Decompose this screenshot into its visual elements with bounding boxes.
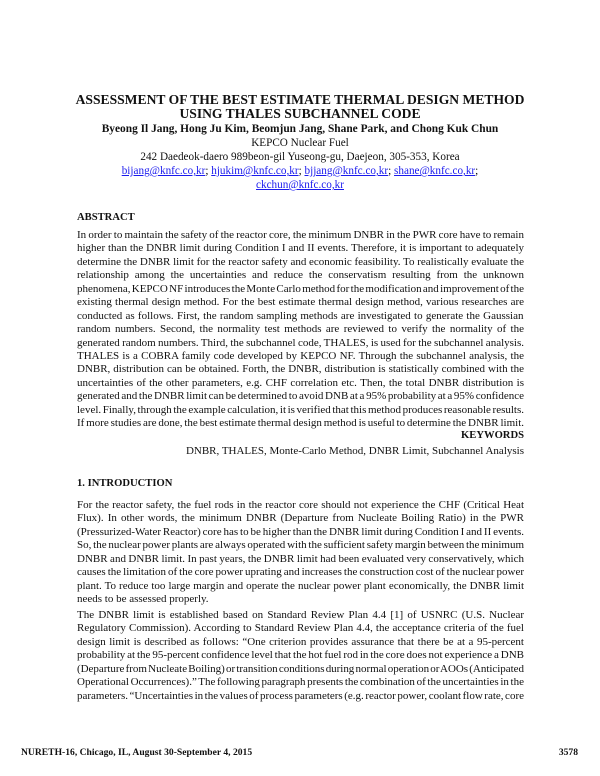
address: 242 Daedeok-daero 989beon-gil Yuseong-gu, Daejeon, 305-353, Korea [140,151,460,163]
text-line: existing thermal design method. For the best estimate thermal design method, various researches are [77,296,524,309]
text-line: uncertainties of the other parameters, e.g. CHF correlation etc. Then, the total DNBR distribution is [77,376,524,389]
footer-conference: NURETH-16, Chicago, IL, August 30-September 4, 2015 [21,747,253,758]
affiliation: KEPCO Nuclear Fuel [251,137,349,149]
text-line: (Pressurized-Water Reactor) core has to be higher than the DNBR limit during Condition I and II events. [77,525,524,538]
text-line: Regulatory Commission). According to Standard Review Plan 4.4, the acceptance criteria of the fuel [77,622,524,635]
text-line: If more studies are done, the best estimate thermal design method is useful to determine the DNBR limit. [77,417,524,430]
email-link[interactable]: hjukim@knfc.co,kr [211,165,299,177]
text-line: conducted as follows. First, the random sampling methods are investigated to generate the Gaussian [77,309,524,322]
authors: Byeong Il Jang, Hong Ju Kim, Beomjun Jang, Shane Park, and Chong Kuk Chun [101,123,499,135]
text-line: THALES is a COBRA family code developed by KEPCO NF. Through the subchannel analysis, the [77,349,524,362]
text-line: phenomena, KEPCO NF introduces the Monte Carlo method for the modification and improvement of the [77,282,524,295]
text-line: probability at the 95-percent confidence level that the hot fuel rod in the core does not experience a DNB [77,649,524,662]
text-line: generated random numbers. Third, the subchannel code, THALES, is used for the subchannel analysis. [77,336,524,349]
footer-page-number: 3578 [558,747,578,758]
section-heading-introduction: 1. INTRODUCTION [77,478,173,489]
text-line: parameters. “Uncertainties in the values of process parameters (e.g. reactor power, coolant flow rate, core [77,689,524,702]
email-list-2 [0,178,600,192]
text-line: In order to maintain the safety of the reactor core, the minimum DNBR in the PWR core have to remain [77,229,524,241]
text-line: random numbers. Second, the normality test methods are reviewed to verify the normality of the [77,323,524,336]
text-line: Flux). In other words, the minimum DNBR (Departure from Nucleate Boiling Ratio) in the PWR [77,512,524,525]
abstract-body [77,229,524,431]
text-line: needs to be assessed properly. [77,593,209,606]
email-link[interactable]: bijang@knfc.co,kr [121,165,206,177]
title-line: ASSESSMENT OF THE BEST ESTIMATE THERMAL DESIGN METHOD [75,92,525,107]
email-link[interactable]: ckchun@knfc.co,kr [256,179,344,191]
email-list: bijang@knfc.co,kr; hjukim@knfc.co,kr; bjjang@knfc.co,kr; shane@knfc.co,kr; [121,165,479,177]
text-line: The DNBR limit is established based on Standard Review Plan 4.4 [1] of USNRC (U.S. Nuclear [77,609,524,621]
text-line: higher than the DNBR limit during Condition I and II events. Therefore, it is important to adequately [77,242,524,255]
text-line: For the reactor safety, the fuel rods in the reactor core should not experience the CHF (Critical Heat [77,499,524,511]
text-line: determine the DNBR limit for the reactor safety and economic feasibility. To realistically evaluate the [77,255,524,268]
text-line: DNBR and DNBR limit. In past years, the DNBR limit had been evaluated very conservatively, which [77,552,524,565]
text-line: DNBR, distribution can be obtained. Forth, the DNBR, distribution is statistically combined with the [77,363,524,376]
email-link[interactable]: shane@knfc.co,kr [394,165,476,177]
text-line: design limit is described as follows: “One criterion provides assurance that there be at a 95-percent [77,635,524,648]
text-line: Operational Occurrences).” The following paragraph presents the combination of the uncertainties in the [77,676,524,689]
abstract-heading: ABSTRACT [77,212,135,223]
email-link[interactable]: bjjang@knfc.co,kr [304,165,389,177]
text-line: relationship among the uncertainties and reduce the conservatism resulting from the unknown [77,269,524,282]
intro-paragraph-2 [77,609,524,703]
keywords-text: DNBR, THALES, Monte-Carlo Method, DNBR Limit, Subchannel Analysis [185,445,524,457]
title-line: USING THALES SUBCHANNEL CODE [179,106,421,121]
text-line: causes the limitation of the core power uprating and increases the construction cost of the nuclear power [77,566,524,579]
paper-title [0,93,600,121]
intro-paragraph-1 [77,499,524,607]
text-line: (Departure from Nucleate Boiling) or transition conditions during normal operation or AOOs (Anticipated [77,662,524,675]
text-line: level. Finally, through the example calculation, it is verified that this method produces reasonable results. [77,403,524,416]
text-line: plant. To reduce too large margin and operate the nuclear power plant economically, the DNBR limit [77,579,524,592]
text-line: So, the nuclear power plants are always operated with the sufficient safety margin between the minimum [77,539,524,552]
text-line: generated and the DNBR limit can be determined to avoid DNB at a 95% probability at a 95% confidence [77,390,524,403]
keywords-heading: KEYWORDS [461,430,524,441]
